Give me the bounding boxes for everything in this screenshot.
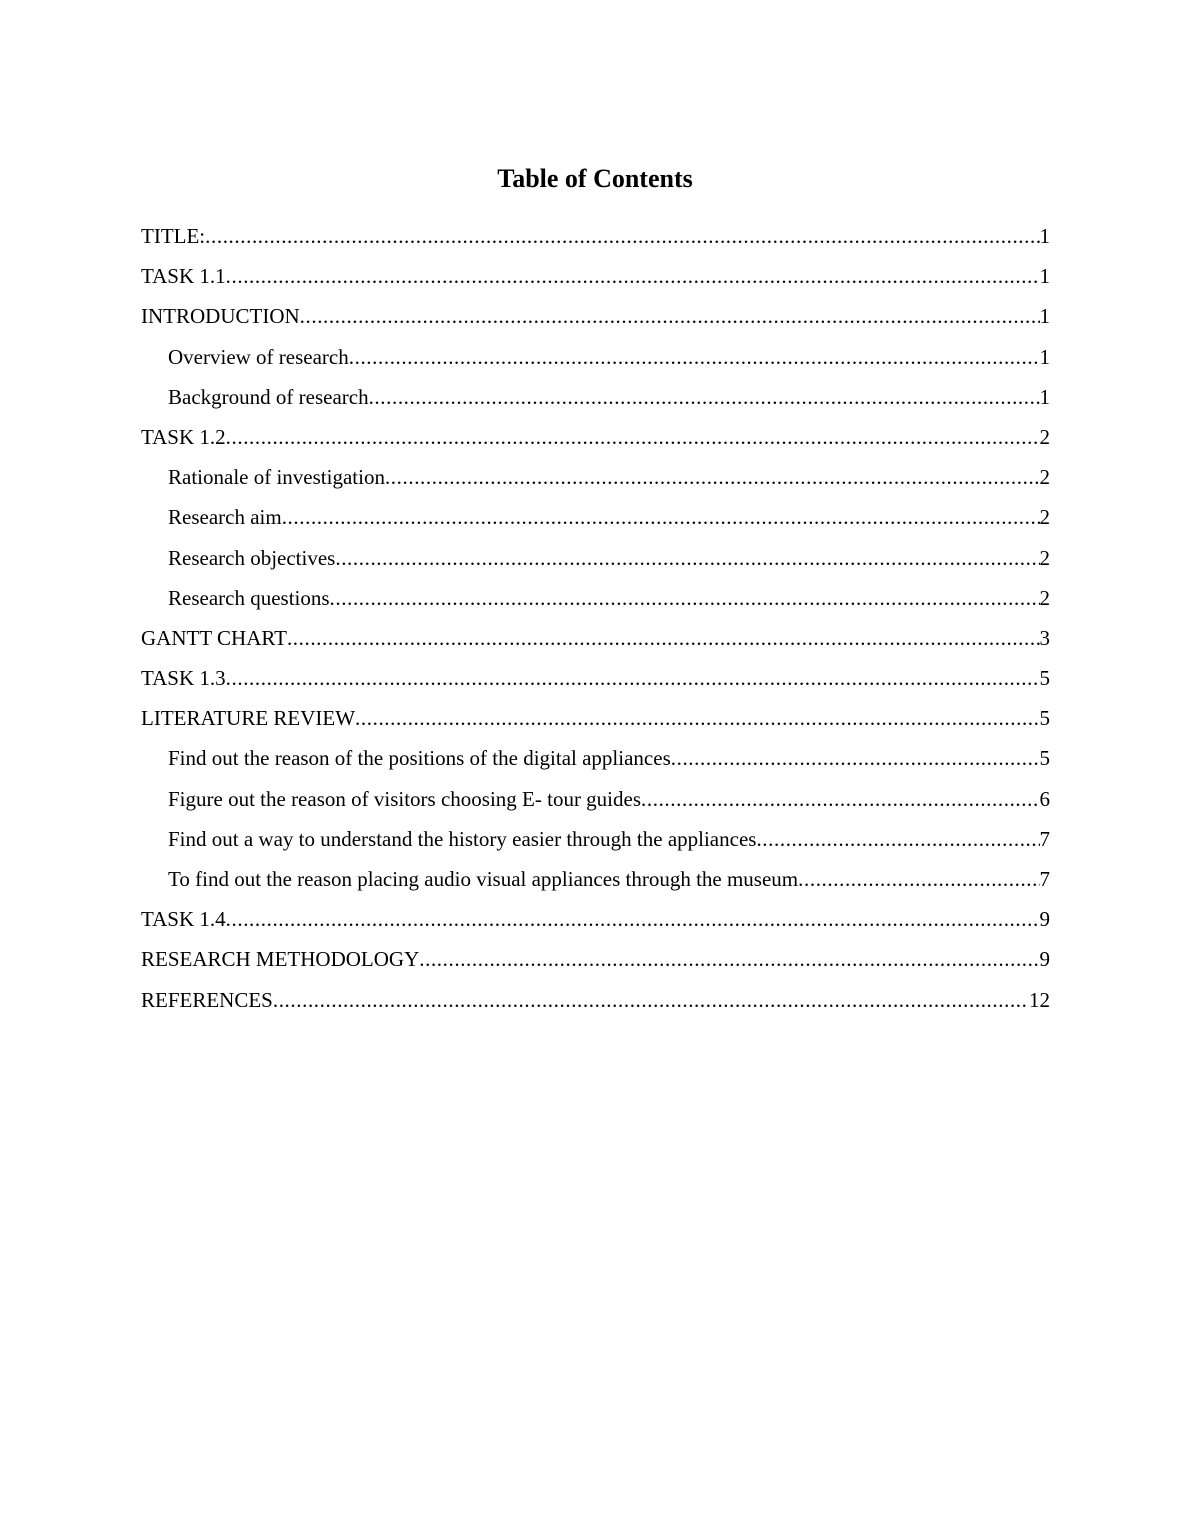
toc-entry[interactable]: [141, 903, 1050, 943]
toc-entry-page-number: 5: [1039, 666, 1050, 691]
toc-dot-leader: [282, 501, 1040, 533]
toc-entry-page-number: 7: [1039, 826, 1050, 851]
toc-dot-leader: [641, 783, 1039, 815]
toc-entry-label: TASK 1.4: [141, 907, 226, 932]
toc-entry-page-number: 9: [1039, 907, 1050, 932]
toc-dot-leader: [355, 702, 1039, 734]
toc-entry-label: TASK 1.1: [141, 264, 226, 289]
toc-entry[interactable]: [141, 542, 1050, 582]
toc-entry-page-number: 2: [1039, 545, 1050, 570]
toc-dot-leader: [205, 220, 1039, 252]
toc-dot-leader: [385, 461, 1040, 493]
toc-entry[interactable]: [141, 341, 1050, 381]
toc-entry-page-number: 1: [1039, 384, 1050, 409]
toc-entry-label: INTRODUCTION: [141, 304, 300, 329]
toc-entry[interactable]: [141, 863, 1050, 903]
toc-entry-page-number: 2: [1039, 424, 1050, 449]
toc-entry-page-number: 2: [1039, 585, 1050, 610]
toc-entry-label: TASK 1.3: [141, 666, 226, 691]
toc-entry[interactable]: [141, 220, 1050, 260]
toc-entry[interactable]: [141, 501, 1050, 541]
toc-title: Table of Contents: [497, 164, 693, 193]
toc-entry[interactable]: [141, 742, 1050, 782]
toc-entry-label: Find out the reason of the positions of the digital appliances: [168, 746, 671, 771]
toc-entry-page-number: 6: [1039, 786, 1050, 811]
toc-dot-leader: [226, 260, 1040, 292]
toc-entry-label: RESEARCH METHODOLOGY: [141, 947, 420, 972]
toc-entry[interactable]: [141, 461, 1050, 501]
toc-entry-label: To find out the reason placing audio visual appliances through the museum: [168, 867, 799, 891]
toc-entry[interactable]: [141, 622, 1050, 662]
toc-entry[interactable]: [141, 381, 1050, 421]
toc-dot-leader: [226, 662, 1040, 694]
toc-entry[interactable]: [141, 783, 1050, 823]
toc-dot-leader: [671, 742, 1040, 774]
toc-entry-page-number: 2: [1039, 505, 1050, 530]
toc-dot-leader: [273, 984, 1029, 1016]
toc-dot-leader: [419, 943, 1039, 975]
toc-dot-leader: [226, 903, 1040, 935]
toc-entry[interactable]: [141, 984, 1050, 1024]
toc-entry-label: REFERENCES: [141, 987, 273, 1012]
toc-entry-label: LITERATURE REVIEW: [141, 706, 356, 731]
toc-entry[interactable]: [141, 702, 1050, 742]
toc-list: [141, 220, 1050, 1024]
toc-entry-label: Figure out the reason of visitors choosing E- tour guides: [168, 786, 642, 811]
toc-entry-label: Research objectives: [168, 545, 336, 570]
toc-entry-label: Research questions: [168, 585, 330, 610]
toc-entry-label: Overview of research: [168, 344, 349, 369]
toc-entry-page-number: 9: [1039, 947, 1050, 972]
toc-entry-label: TITLE:: [141, 224, 206, 248]
toc-dot-leader: [330, 582, 1040, 614]
toc-entry-label: GANTT CHART: [141, 625, 287, 650]
toc-entry-label: Find out a way to understand the history easier through the appliances: [168, 826, 757, 851]
toc-dot-leader: [287, 622, 1040, 654]
toc-entry-page-number: 3: [1039, 625, 1050, 650]
toc-entry[interactable]: [141, 943, 1050, 983]
toc-entry[interactable]: [141, 300, 1050, 340]
toc-entry-page-number: 1: [1039, 304, 1050, 329]
toc-dot-leader: [349, 341, 1040, 373]
toc-entry-page-number: 12: [1029, 987, 1050, 1012]
toc-dot-leader: [798, 863, 1039, 895]
toc-entry-page-number: 7: [1039, 867, 1050, 891]
toc-dot-leader: [300, 300, 1040, 332]
toc-entry-page-number: 1: [1039, 224, 1050, 248]
toc-entry[interactable]: [141, 260, 1050, 300]
toc-entry[interactable]: [141, 823, 1050, 863]
toc-dot-leader: [335, 542, 1039, 574]
toc-entry-page-number: 5: [1039, 706, 1050, 731]
toc-entry-label: Background of research: [168, 384, 369, 409]
toc-entry[interactable]: [141, 662, 1050, 702]
toc-entry-page-number: 2: [1039, 465, 1050, 490]
toc-entry[interactable]: [141, 582, 1050, 622]
toc-entry-label: Rationale of investigation: [168, 465, 385, 490]
toc-dot-leader: [756, 823, 1039, 855]
toc-entry-page-number: 5: [1039, 746, 1050, 771]
toc-entry-page-number: 1: [1039, 264, 1050, 289]
toc-dot-leader: [226, 421, 1040, 453]
toc-dot-leader: [369, 381, 1040, 413]
toc-entry-label: Research aim: [168, 505, 282, 530]
toc-entry[interactable]: [141, 421, 1050, 461]
toc-entry-label: TASK 1.2: [141, 424, 226, 449]
toc-entry-page-number: 1: [1039, 344, 1050, 369]
